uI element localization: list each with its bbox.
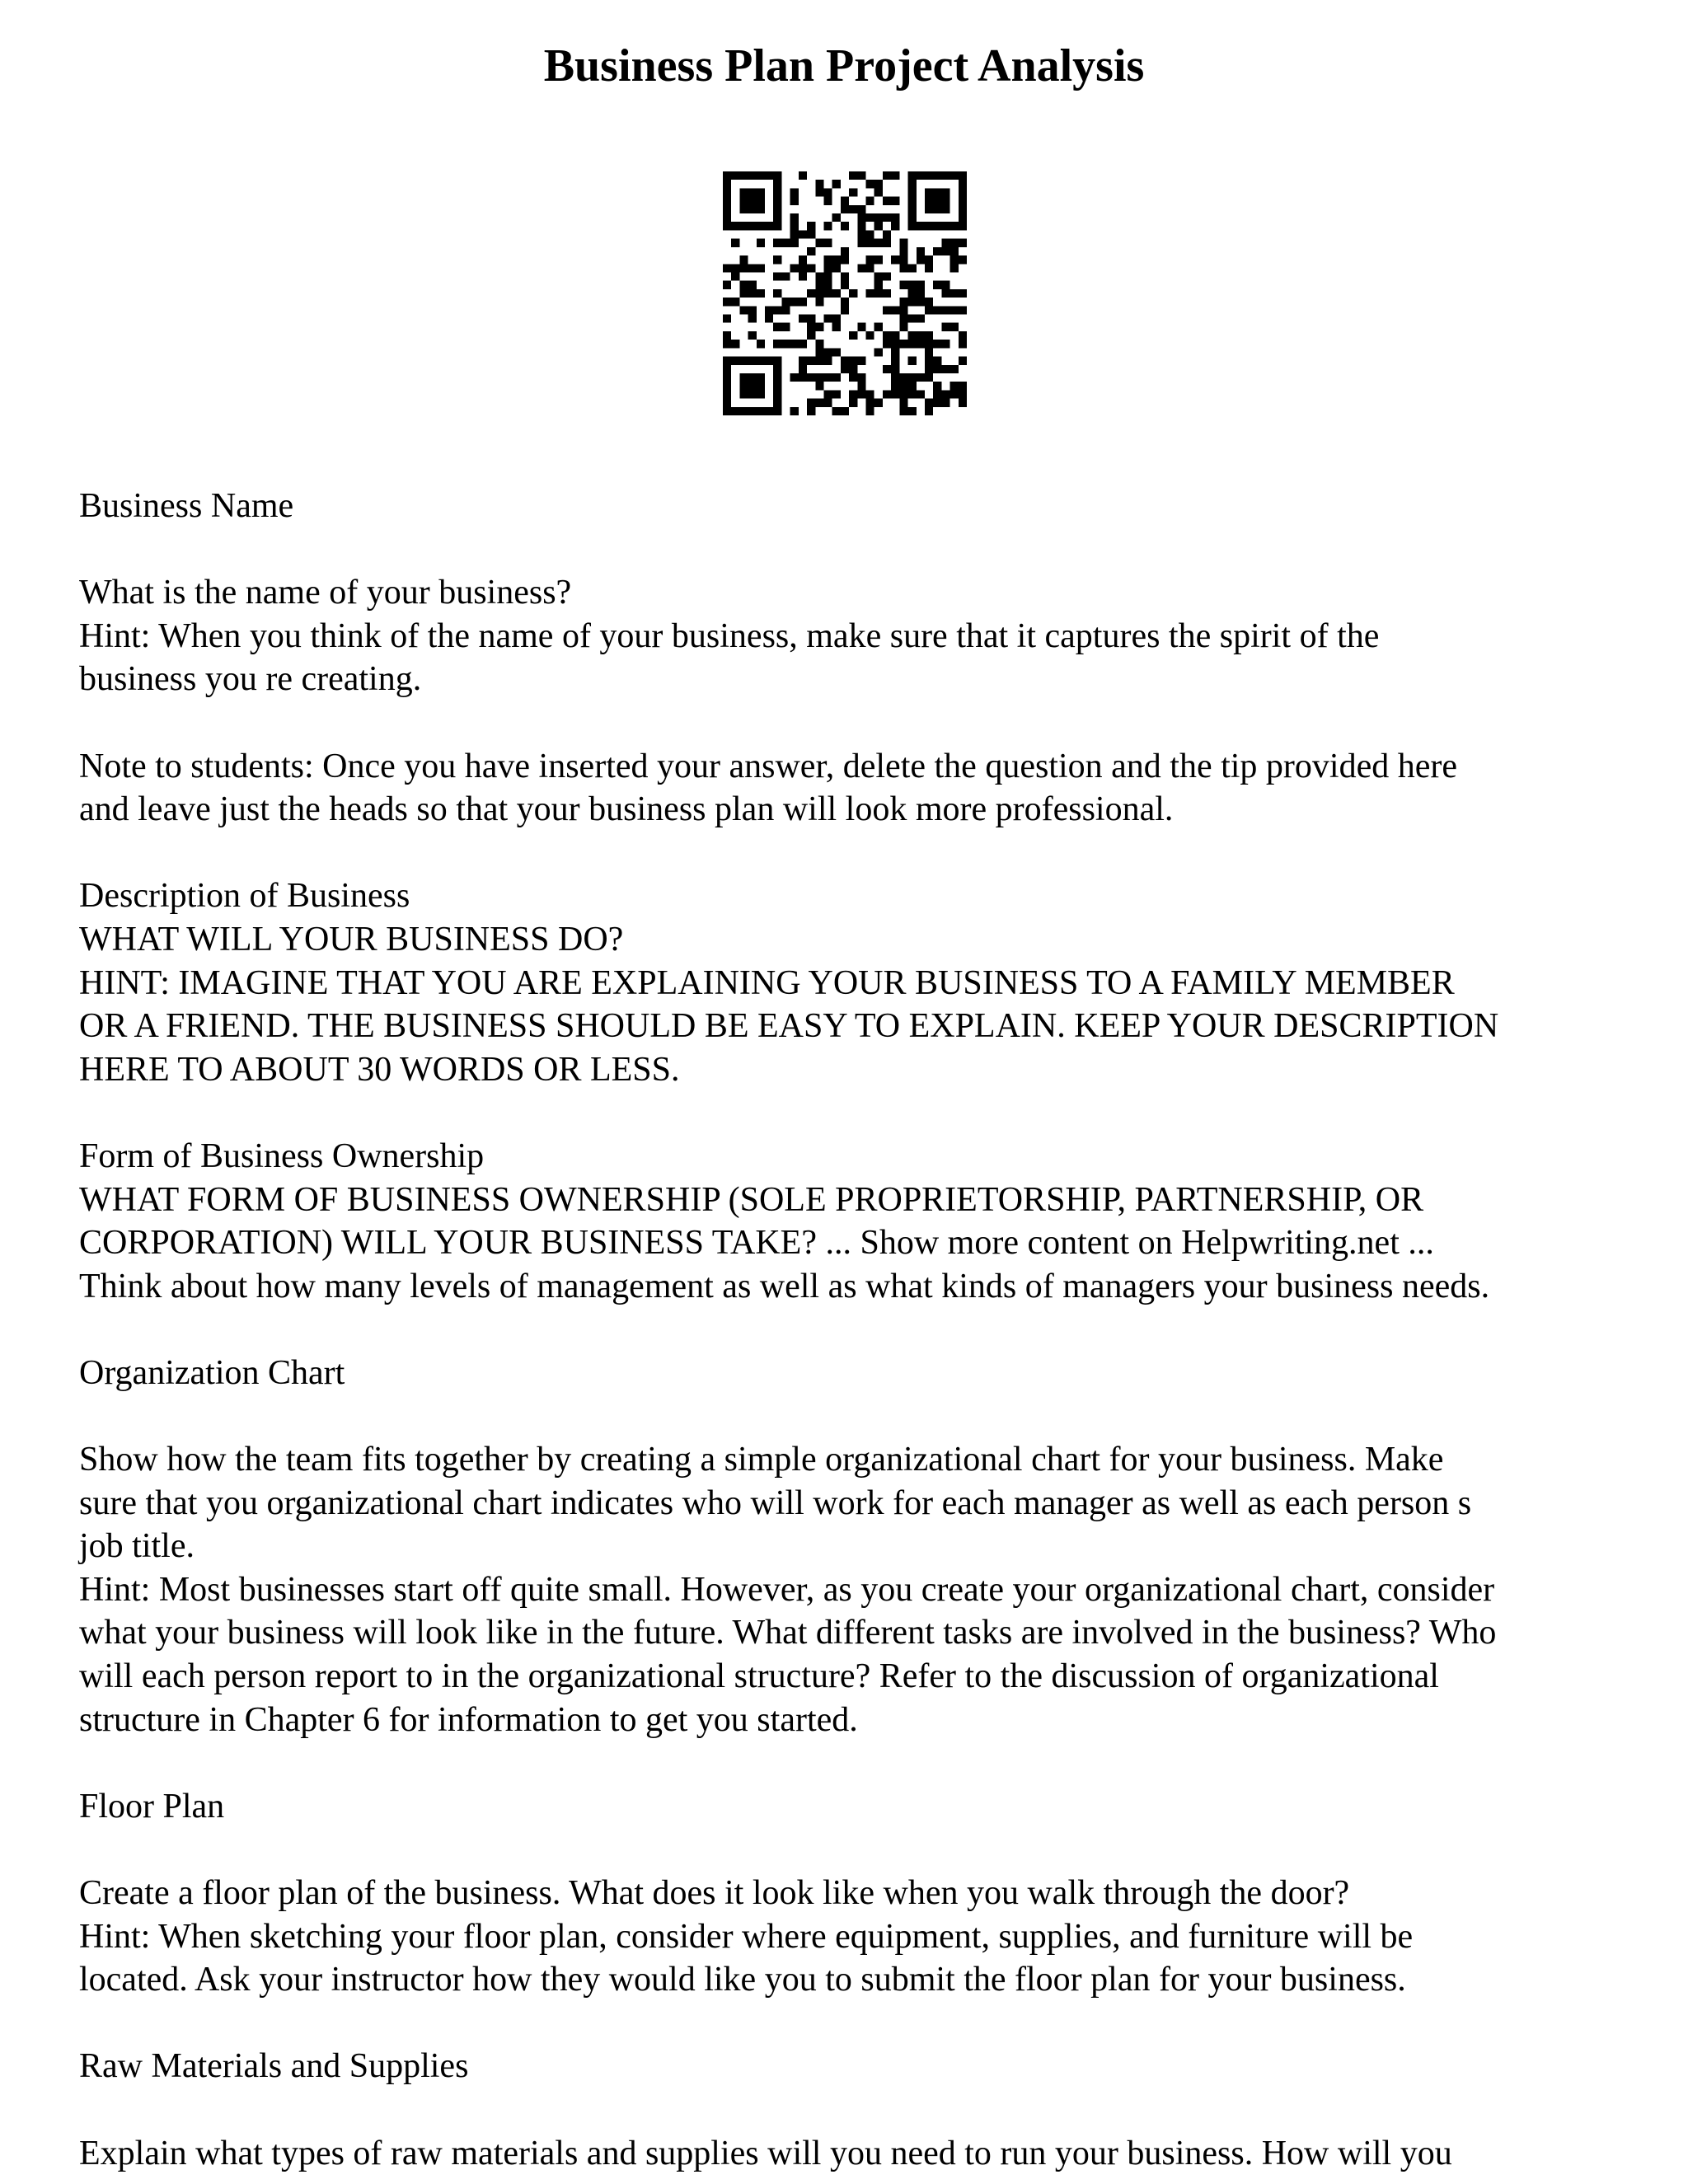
text-line: and leave just the heads so that your business plan will look more professional. [79,790,1174,829]
paragraph-gap [79,2002,1629,2046]
text-line: CORPORATION) WILL YOUR BUSINESS TAKE? ... Show more content on Helpwriting.net ... [79,1224,1434,1263]
text-line: Floor Plan [79,1787,225,1825]
text-line: HERE TO ABOUT 30 WORDS OR LESS. [79,1050,680,1089]
paragraph-gap [79,1091,1629,1135]
text-line: Explain what types of raw materials and supplies will you need to run your business. How will you [79,2134,1452,2172]
text-line: WHAT FORM OF BUSINESS OWNERSHIP (SOLE PROPRIETORSHIP, PARTNERSHIP, OR [79,1180,1424,1219]
text-line: job title. [79,1527,195,1566]
text-line: Business Name [79,487,294,525]
paragraph-gap [79,528,1629,572]
text-line: sure that you organizational chart indicates who will work for each manager as well as each person s [79,1483,1472,1522]
text-line: business you re creating. [79,660,422,699]
text-line: OR A FRIEND. THE BUSINESS SHOULD BE EASY TO EXPLAIN. KEEP YOUR DESCRIPTION [79,1007,1499,1046]
paragraph [79,571,1629,701]
document-title: Business Plan Project Analysis [543,40,1145,91]
text-line: Hint: Most businesses start off quite small. However, as you create your organizational chart, consider [79,1570,1495,1609]
section-heading [79,2132,1629,2176]
text-line: Show how the team fits together by creating a simple organizational chart for your business. Make [79,1441,1444,1479]
paragraph-gap [79,1308,1629,1352]
text-line: structure in Chapter 6 for information to get you started. [79,1700,858,1739]
section-heading [79,2045,1629,2088]
paragraph [79,745,1629,832]
text-line: Note to students: Once you have inserted your answer, delete the question and the tip provided here [79,747,1458,785]
paragraph [79,1438,1629,1741]
text-line: will each person report to in the organizational structure? Refer to the discussion of organizational [79,1657,1439,1696]
text-line: what your business will look like in the future. What different tasks are involved in the business? Who [79,1614,1497,1652]
section-heading [79,1352,1629,1395]
paragraph-gap [79,1828,1629,1872]
text-line: Description of Business [79,877,410,916]
text-line: Create a floor plan of the business. What does it look like when you walk through the door? [79,1874,1350,1912]
paragraph-gap [79,832,1629,875]
text-line: Hint: When you think of the name of your business, make sure that it captures the spirit of the [79,616,1380,655]
text-line: HINT: IMAGINE THAT YOU ARE EXPLAINING YOUR BUSINESS TO A FAMILY MEMBER [79,963,1455,1002]
section-heading [79,485,1629,528]
text-line: What is the name of your business? [79,574,572,612]
text-line: Hint: When sketching your floor plan, consider where equipment, supplies, and furniture will be [79,1917,1414,1956]
text-line: Organization Chart [79,1353,345,1392]
paragraph-gap [79,1394,1629,1438]
text-line: WHAT WILL YOUR BUSINESS DO? [79,920,624,958]
paragraph [79,1135,1629,1308]
paragraph-gap [79,2088,1629,2132]
document-body [79,485,1629,2175]
qr-code-icon [723,171,967,415]
section-heading [79,1785,1629,1829]
text-line: located. Ask your instructor how they would like you to submit the floor plan for your business. [79,1961,1406,1999]
paragraph-gap [79,701,1629,745]
paragraph [79,874,1629,1091]
paragraph-gap [79,1741,1629,1785]
paragraph [79,1872,1629,2002]
text-line: Think about how many levels of management as well as what kinds of managers your business needs. [79,1267,1490,1305]
text-line: Raw Materials and Supplies [79,2047,469,2086]
text-line: Form of Business Ownership [79,1137,485,1175]
